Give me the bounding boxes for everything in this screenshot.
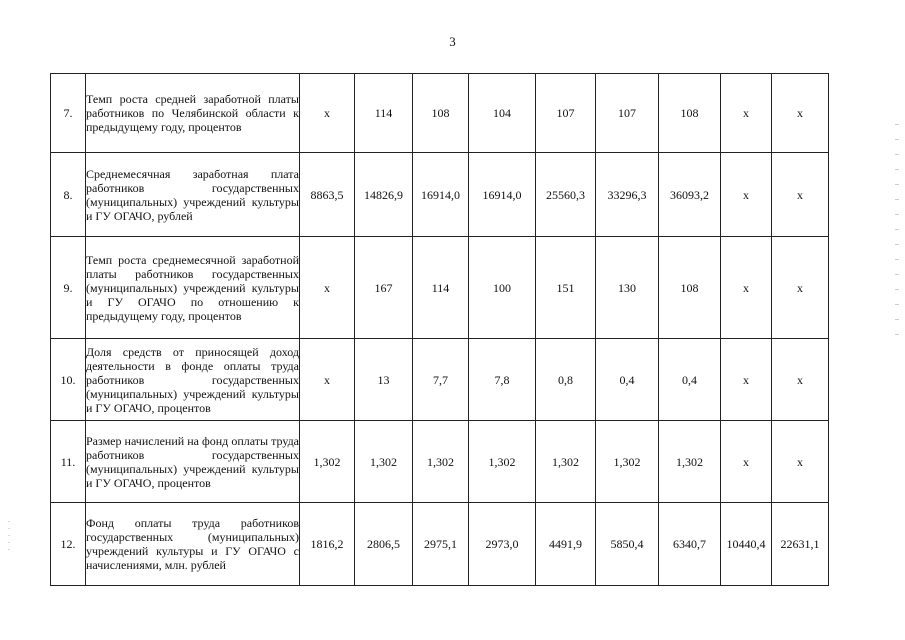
table-cell: 1,302 xyxy=(469,421,536,503)
table-cell: 33296,3 xyxy=(596,153,659,237)
table-cell: 108 xyxy=(659,237,721,339)
table-cell: 1,302 xyxy=(300,421,355,503)
table-cell: 5850,4 xyxy=(596,503,659,586)
table-cell: 0,8 xyxy=(536,339,596,421)
table-cell: x xyxy=(300,74,355,153)
table-cell: x xyxy=(721,153,772,237)
scan-edge-marks-left xyxy=(8,515,10,555)
table-cell: 10440,4 xyxy=(721,503,772,586)
row-description: Доля средств от приносящей доход деятельности в фонде оплаты труда работников государственных (муниципальных) учреждений культуры и ГУ ОГАЧО, процентов xyxy=(86,339,300,421)
table-cell: x xyxy=(772,153,829,237)
row-description: Фонд оплаты труда работников государственных (муниципальных) учреждений культуры и ГУ ОГАЧО с начислениями, млн. рублей xyxy=(86,503,300,586)
table-cell: 114 xyxy=(355,74,413,153)
row-number: 8. xyxy=(51,153,86,237)
table-cell: 4491,9 xyxy=(536,503,596,586)
table-cell: 1816,2 xyxy=(300,503,355,586)
table-row xyxy=(51,74,829,153)
table-cell: 0,4 xyxy=(596,339,659,421)
table-cell: x xyxy=(772,421,829,503)
table-cell: 114 xyxy=(413,237,469,339)
table-cell: 16914,0 xyxy=(413,153,469,237)
table-row xyxy=(51,339,829,421)
table-cell: 1,302 xyxy=(596,421,659,503)
row-description: Темп роста средней заработной платы работников по Челябинской области к предыдущему году, процентов xyxy=(86,74,300,153)
table-cell: 2975,1 xyxy=(413,503,469,586)
table-cell: 1,302 xyxy=(413,421,469,503)
table-row xyxy=(51,421,829,503)
table-row xyxy=(51,503,829,586)
table-cell: 7,7 xyxy=(413,339,469,421)
row-description: Среднемесячная заработная плата работников государственных (муниципальных) учреждений культуры и ГУ ОГАЧО, рублей xyxy=(86,153,300,237)
table-cell: 130 xyxy=(596,237,659,339)
table-cell: 22631,1 xyxy=(772,503,829,586)
table-row xyxy=(51,153,829,237)
table-cell: 25560,3 xyxy=(536,153,596,237)
table-cell: 14826,9 xyxy=(355,153,413,237)
row-description: Темп роста среднемесячной заработной платы работников государственных (муниципальных) учреждений культуры и ГУ ОГАЧО по отношению к предыдущему году, процентов xyxy=(86,237,300,339)
table-cell: 16914,0 xyxy=(469,153,536,237)
row-number: 12. xyxy=(51,503,86,586)
table-cell: 36093,2 xyxy=(659,153,721,237)
row-description: Размер начислений на фонд оплаты труда работников государственных (муниципальных) учреждений культуры и ГУ ОГАЧО, процентов xyxy=(86,421,300,503)
table-cell: x xyxy=(300,237,355,339)
table-cell: 104 xyxy=(469,74,536,153)
table-cell: x xyxy=(300,339,355,421)
table-cell: x xyxy=(721,421,772,503)
table-cell: x xyxy=(721,74,772,153)
row-number: 9. xyxy=(51,237,86,339)
table-row xyxy=(51,237,829,339)
table-cell: x xyxy=(721,237,772,339)
table-cell: 107 xyxy=(596,74,659,153)
table-cell: 167 xyxy=(355,237,413,339)
indicators-table xyxy=(50,73,829,586)
table-cell: x xyxy=(772,237,829,339)
table-cell: 1,302 xyxy=(355,421,413,503)
table-cell: 107 xyxy=(536,74,596,153)
row-number: 10. xyxy=(51,339,86,421)
table-cell: x xyxy=(721,339,772,421)
table-cell: 108 xyxy=(413,74,469,153)
table-cell: 8863,5 xyxy=(300,153,355,237)
table-cell: 2806,5 xyxy=(355,503,413,586)
table-cell: x xyxy=(772,74,829,153)
page-number: 3 xyxy=(449,34,456,49)
table-cell: 6340,7 xyxy=(659,503,721,586)
table-cell: 0,4 xyxy=(659,339,721,421)
scan-edge-marks xyxy=(895,110,899,340)
table-cell: 108 xyxy=(659,74,721,153)
table-cell: 2973,0 xyxy=(469,503,536,586)
row-number: 7. xyxy=(51,74,86,153)
row-number: 11. xyxy=(51,421,86,503)
table-cell: 1,302 xyxy=(536,421,596,503)
table-cell: x xyxy=(772,339,829,421)
table-cell: 13 xyxy=(355,339,413,421)
table-cell: 1,302 xyxy=(659,421,721,503)
table-cell: 100 xyxy=(469,237,536,339)
table-cell: 7,8 xyxy=(469,339,536,421)
table-cell: 151 xyxy=(536,237,596,339)
